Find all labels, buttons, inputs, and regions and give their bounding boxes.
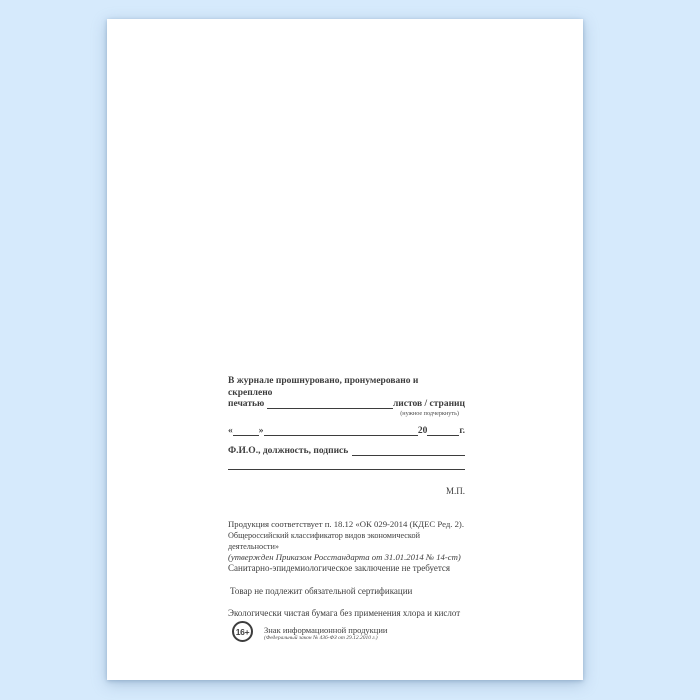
compliance-line-3: (утвержден Приказом Росстандарта от 31.01.2014 № 14-ст): [228, 552, 461, 562]
compliance-paragraph: [228, 519, 465, 563]
open-quote: «: [228, 426, 233, 436]
blank-underline: [233, 435, 259, 436]
age-mark-label: Знак информационной продукции: [264, 625, 388, 635]
seal-prefix: печатью: [228, 399, 265, 409]
year-prefix: 20: [417, 426, 428, 436]
compliance-line-1: Продукция соответствует п. 18.12 «ОК 029-2014 (КДЕС Ред. 2).: [228, 519, 464, 529]
binding-statement: В журнале прошнуровано, пронумеровано и скреплено: [228, 376, 419, 398]
year-suffix: г.: [459, 426, 465, 436]
name-line-label: Ф.И.О., должность, подпись: [228, 446, 349, 456]
document-page: [107, 19, 583, 680]
certification-statement: Товар не подлежит обязательной сертификации: [230, 586, 413, 596]
blank-underline: [267, 408, 393, 409]
blank-underline: [352, 455, 465, 456]
age-mark-text: [264, 620, 387, 642]
blank-underline: [264, 435, 418, 436]
eco-statement: Экологически чистая бумага без применения хлора и кислот: [228, 608, 461, 618]
age-mark-block: [228, 620, 465, 642]
seal-note: (нужное подчеркнуть): [400, 410, 459, 417]
date-line: [228, 425, 465, 437]
signature-line: [228, 469, 465, 470]
blank-underline: [427, 435, 459, 436]
stamp-abbr: М.П.: [445, 486, 465, 496]
seal-suffix: листов / страниц: [392, 399, 465, 409]
sanitary-statement: Санитарно-эпидемиологическое заключение не требуется: [228, 563, 451, 573]
compliance-line-2: Общероссийский классификатор видов экономической деятельности»: [228, 531, 420, 551]
close-quote: »: [258, 426, 264, 436]
age-mark-law-note: (Федеральный закон № 436-ФЗ от 29.12.2010 г.): [264, 635, 378, 641]
seal-line: [228, 398, 465, 410]
name-line: [228, 445, 465, 457]
age-rating-icon: 16+: [232, 621, 253, 642]
